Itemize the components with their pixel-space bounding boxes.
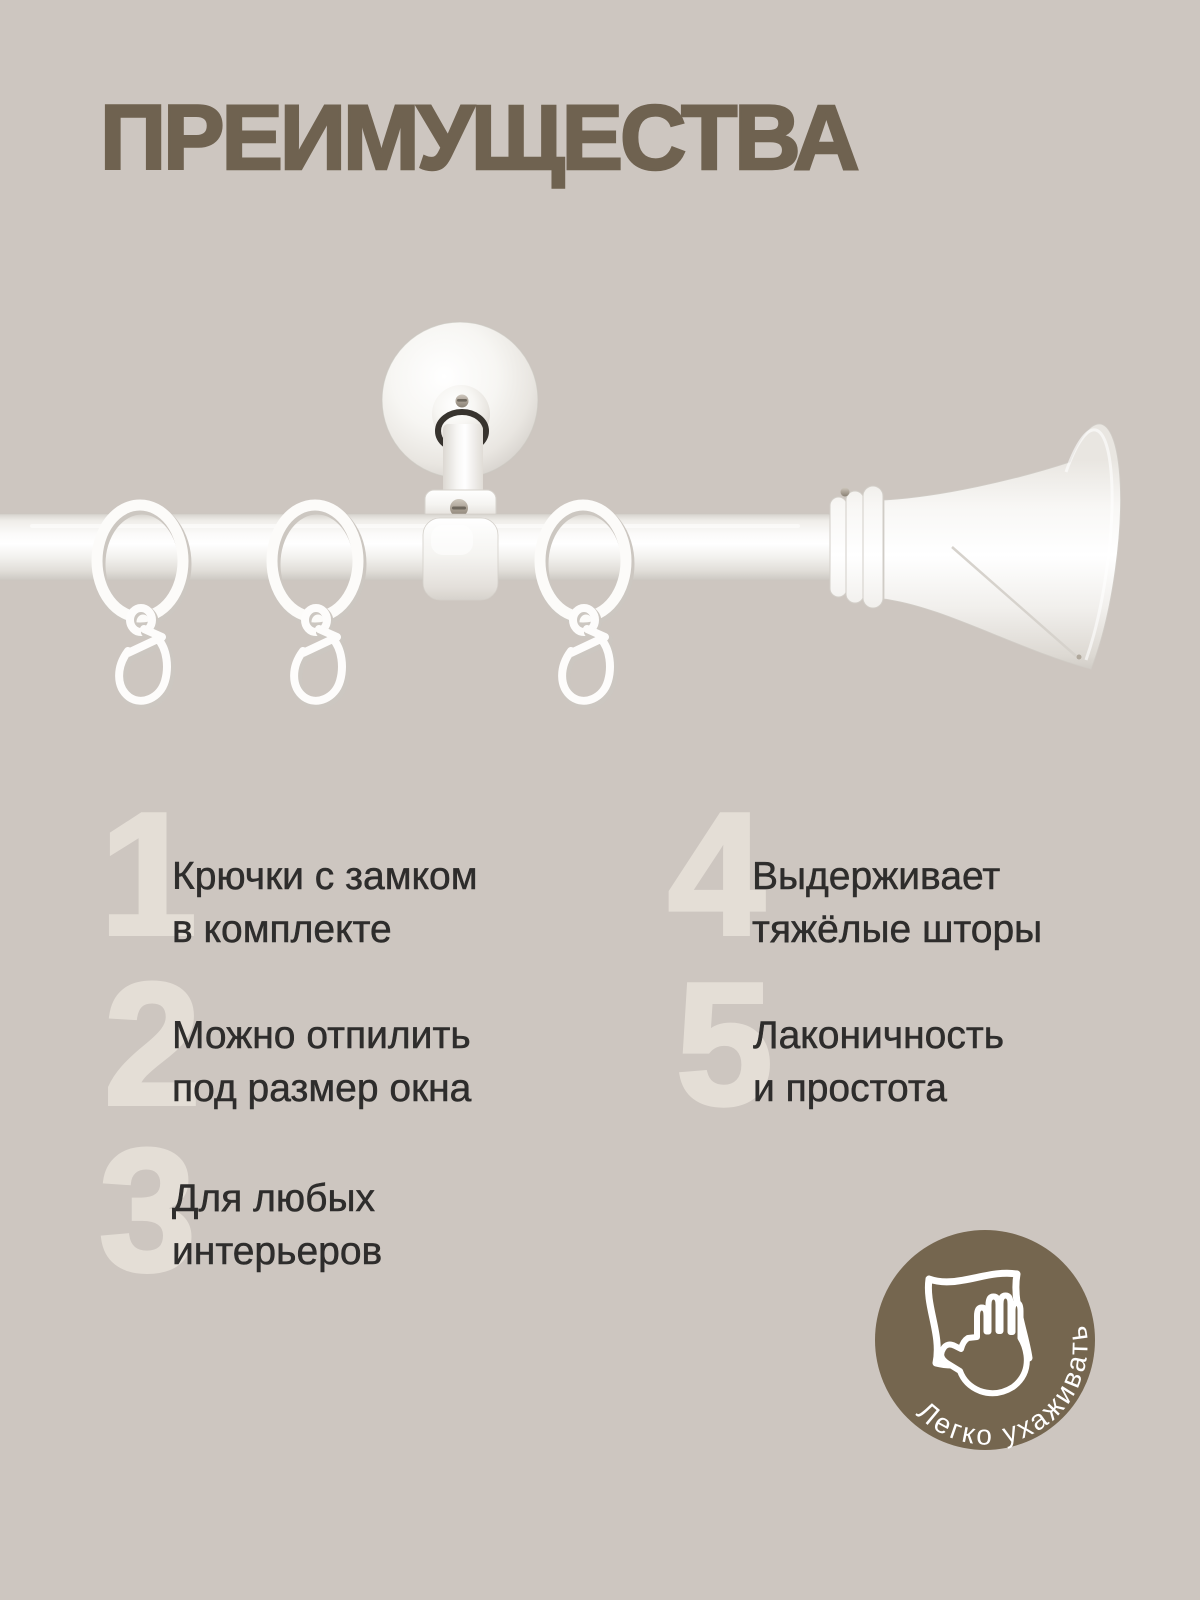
finial-ring-3 [863,486,883,608]
advantage-5-line-2: и простота [753,1067,947,1110]
curtain-rod [0,514,834,580]
easy-care-badge [855,1215,1115,1465]
page-title: ПРЕИМУЩЕСТВА [100,87,857,189]
advantage-number-5: 5 [676,946,773,1141]
advantage-text-2 [172,1009,471,1115]
advantage-5-line-1: Лаконичность [753,1014,1005,1057]
advantage-number-4: 4 [668,776,765,971]
advantage-3-line-1: Для любых [172,1177,375,1220]
advantage-4-line-2: тяжёлые шторы [752,908,1043,951]
advantage-number-2: 2 [104,946,201,1141]
advantage-text-1 [172,850,478,956]
advantage-1-line-1: Крючки с замком [172,855,478,898]
advantage-number-3: 3 [99,1112,196,1307]
advantage-2-line-1: Можно отпилить [172,1014,471,1057]
finial-screw [841,488,850,497]
product-photo-curtain-rod [0,290,1200,730]
advantage-1-line-2: в комплекте [172,908,392,951]
advantage-text-3 [172,1172,382,1278]
finial [830,424,1120,669]
badge-curved-label: Легко ухаживать [911,1321,1094,1451]
advantage-text-5 [753,1009,1004,1115]
advantage-3-line-2: интерьеров [172,1230,383,1273]
advantage-text-4 [752,850,1042,956]
advantage-2-line-2: под размер окна [172,1067,472,1110]
finial-ring-2 [846,491,864,603]
finial-ring-1 [830,497,847,597]
ceiling-bracket [382,322,538,522]
advantage-4-line-1: Выдерживает [752,855,1001,898]
finial-cone [884,424,1120,669]
advantage-number-1: 1 [100,776,197,971]
